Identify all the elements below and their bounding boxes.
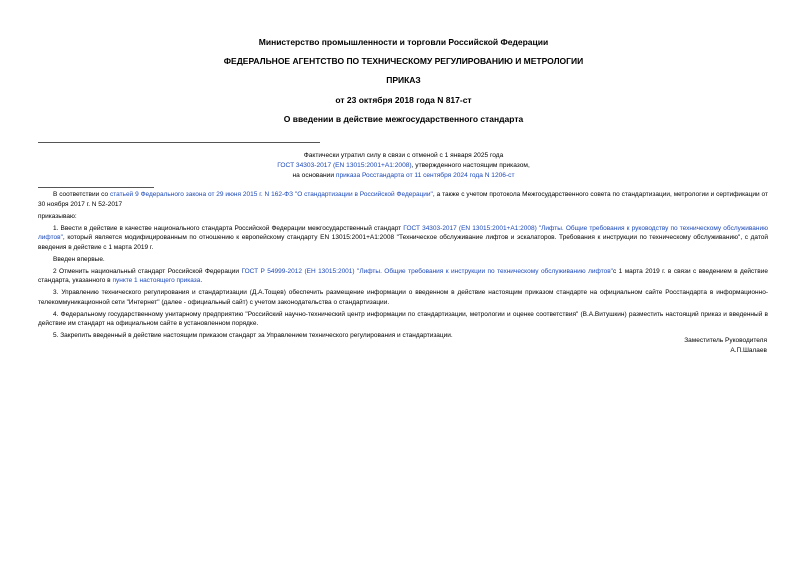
agency-name: ФЕДЕРАЛЬНОЕ АГЕНТСТВО ПО ТЕХНИЧЕСКОМУ РЕГУЛИРОВАНИЮ И МЕТРОЛОГИИ: [223, 56, 584, 66]
order-word: приказываю:: [38, 212, 77, 220]
preamble-text: В соответствии со: [53, 191, 110, 198]
federal-law-link[interactable]: статьей 9 Федерального закона от 29 июня 2015 г. N 162-ФЗ "О стандартизации в Российской Федерации": [109, 191, 433, 198]
paragraph-item-4: 4. Федеральному государственному унитарному предприятию "Российский научно-технический центр информации по стандартизации, метрологии и оценке соответствия" (В.А.Витушкин) разместить настоящий приказ и введенный в действие им стандарт на официальном сайте в установленном порядке.: [38, 310, 768, 327]
item-2-text: 2 Отменить национальный стандарт Российской Федерации: [53, 267, 242, 275]
document-body: [38, 190, 768, 343]
item-1-text-continued: , который является модифицированным по отношению к европейскому стандарту EN 13015:2001+A1:2008 "Техническое обслуживание лифтов и эскалаторов. Требования к инструкции по техническому обслуживанию", с датой введения в действие с 1 марта 2019 г.: [38, 234, 768, 251]
status-note-line-2: [0, 161, 807, 171]
signatory-position: Заместитель Руководителя: [684, 337, 767, 344]
paragraph-item-3: 3. Управлению технического регулирования и стандартизации (Д.А.Тощев) обеспечить размещение информации о введенном в действие настоящим приказом стандарте на официальном сайте Росстандарта в информационно-телекоммуникационной сети "Интернет" (далее - официальный сайт) с учетом законодательства о стандартизации.: [38, 289, 768, 306]
status-note-basis: на основании: [292, 172, 336, 179]
item-1-text: 1. Ввести в действие в качестве национального стандарта Российской Федерации межгосударственный стандарт: [53, 224, 404, 232]
document-subject: О введении в действие межгосударственного стандарта: [283, 114, 524, 124]
paragraph-item-2: [38, 267, 768, 286]
preamble-text-continued: , а также с учетом протокола Межгосударственного совета по стандартизации, метрологии и сертификации от 30 ноября 2017 г. N 52-2017: [38, 191, 768, 208]
paragraph-preamble: [38, 190, 768, 209]
signatory-name: А.П.Шалаев: [730, 347, 767, 354]
paragraph-item-5: 5. Закрепить введенный в действие настоящим приказом стандарт за Управлением технического регулирования и стандартизации.: [53, 332, 453, 339]
item-2-text-continued: с 1 марта 2019 г. в связи с введением в действие стандарта, указанного в: [38, 267, 768, 284]
gost-34303-standard-link[interactable]: ГОСТ 34303-2017 (EN 13015:2001+A1:2008) "Лифты. Общие требования к руководству по техническому обслуживанию лифтов": [38, 224, 768, 241]
gost-r-54999-link[interactable]: ГОСТ Р 54999-2012 (ЕН 13015:2001) "Лифты. Общие требования к инструкции по техническому обслуживанию лифтов": [241, 267, 613, 275]
gost-34303-link[interactable]: ГОСТ 34303-2017 (EN 13015:2001+A1:2008): [277, 162, 412, 169]
introduced-first-time: Введен впервые.: [53, 255, 105, 263]
separator-line-short: [38, 187, 154, 188]
separator-line: [38, 142, 320, 143]
rosstandart-order-link[interactable]: приказа Росстандарта от 11 сентября 2024 года N 1206-ст: [335, 172, 515, 179]
item-2-period: .: [200, 277, 203, 284]
status-note-line-3: [0, 171, 807, 181]
ministry-name: Министерство промышленности и торговли Российской Федерации: [258, 37, 549, 47]
status-note-text: , утвержденного настоящим приказом,: [411, 162, 530, 169]
status-note-line-1: Фактически утратил силу в связи с отменой с 1 января 2025 года: [303, 152, 504, 159]
paragraph-item-1: [38, 224, 768, 253]
document-date-number: от 23 октября 2018 года N 817-ст: [335, 95, 472, 105]
document-type: ПРИКАЗ: [386, 75, 421, 85]
item-1-reference-link[interactable]: пункте 1 настоящего приказа: [112, 277, 201, 284]
signatory-block: [567, 336, 767, 356]
